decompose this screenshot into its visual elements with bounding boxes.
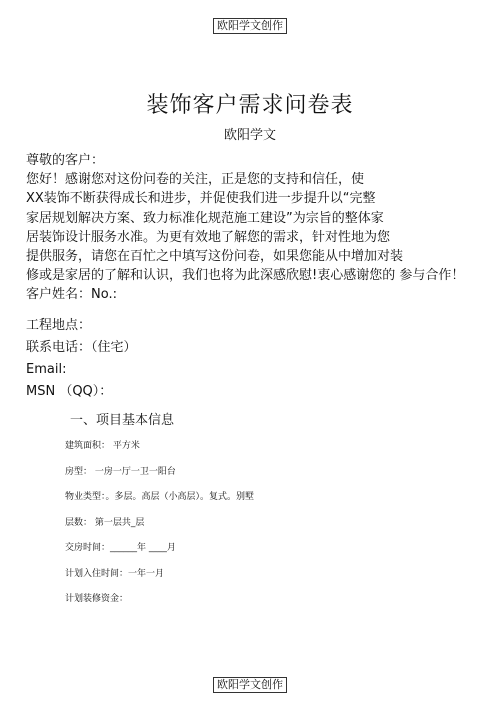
handover-date-item: 交房时间：______年 ____月 [65,543,176,553]
property-type-item: 物业类型：。多层。高层（小高层）。复式。别墅 [65,492,255,502]
room-type-item: 房型： 一房一厅一卫一阳台 [65,466,176,477]
watermark-stamp-top: 欧阳学文创作 [213,18,287,34]
phone-field: 联系电话：（住宅） [26,340,137,355]
intro-line: 您好！感谢您对这份问卷的关注，正是您的支持和信任，使 [26,172,365,188]
intro-line: 居装饰设计服务水准。为更有效地了解您的需求，针对性地为您 [26,229,391,245]
email-field: Email: [26,362,67,377]
intro-line: 家居规划解决方案、致力标准化规范施工建设”为宗旨的整体家 [26,210,384,226]
contact-fields [26,315,137,403]
document-author: 欧阳学文 [223,128,276,143]
intro-line: XX装饰不断获得成长和进步，并促使我们进一步提升以“完整 [26,191,376,207]
renovation-budget-item: 计划装修资金： [65,594,129,604]
project-location-field: 工程地点： [26,318,92,333]
customer-name-field: 客户姓名：No.: [26,287,117,303]
building-area-item: 建筑面积： 平方米 [65,441,140,451]
watermark-stamp-bottom: 欧阳学文创作 [213,677,287,693]
intro-paragraph [26,151,486,305]
section-heading: 一、项目基本信息 [70,413,175,428]
salutation-line: 尊敬的客户： [26,153,105,168]
project-info-list [65,440,254,619]
document-title: 装饰客户需求问卷表 [146,93,354,118]
floor-count-item: 层数： 第一层共_层 [65,517,145,528]
msn-qq-field: MSN （QQ）： [26,384,113,399]
move-in-date-item: 计划入住时间：一年一月 [65,568,165,579]
intro-line: 提供服务，请您在百忙之中填写这份问卷，如果您能从中增加对装 [26,249,404,265]
intro-line: 修或是家居的了解和认识，我们也将为此深感欣慰!衷心感谢您的 参与合作！ [26,268,465,284]
